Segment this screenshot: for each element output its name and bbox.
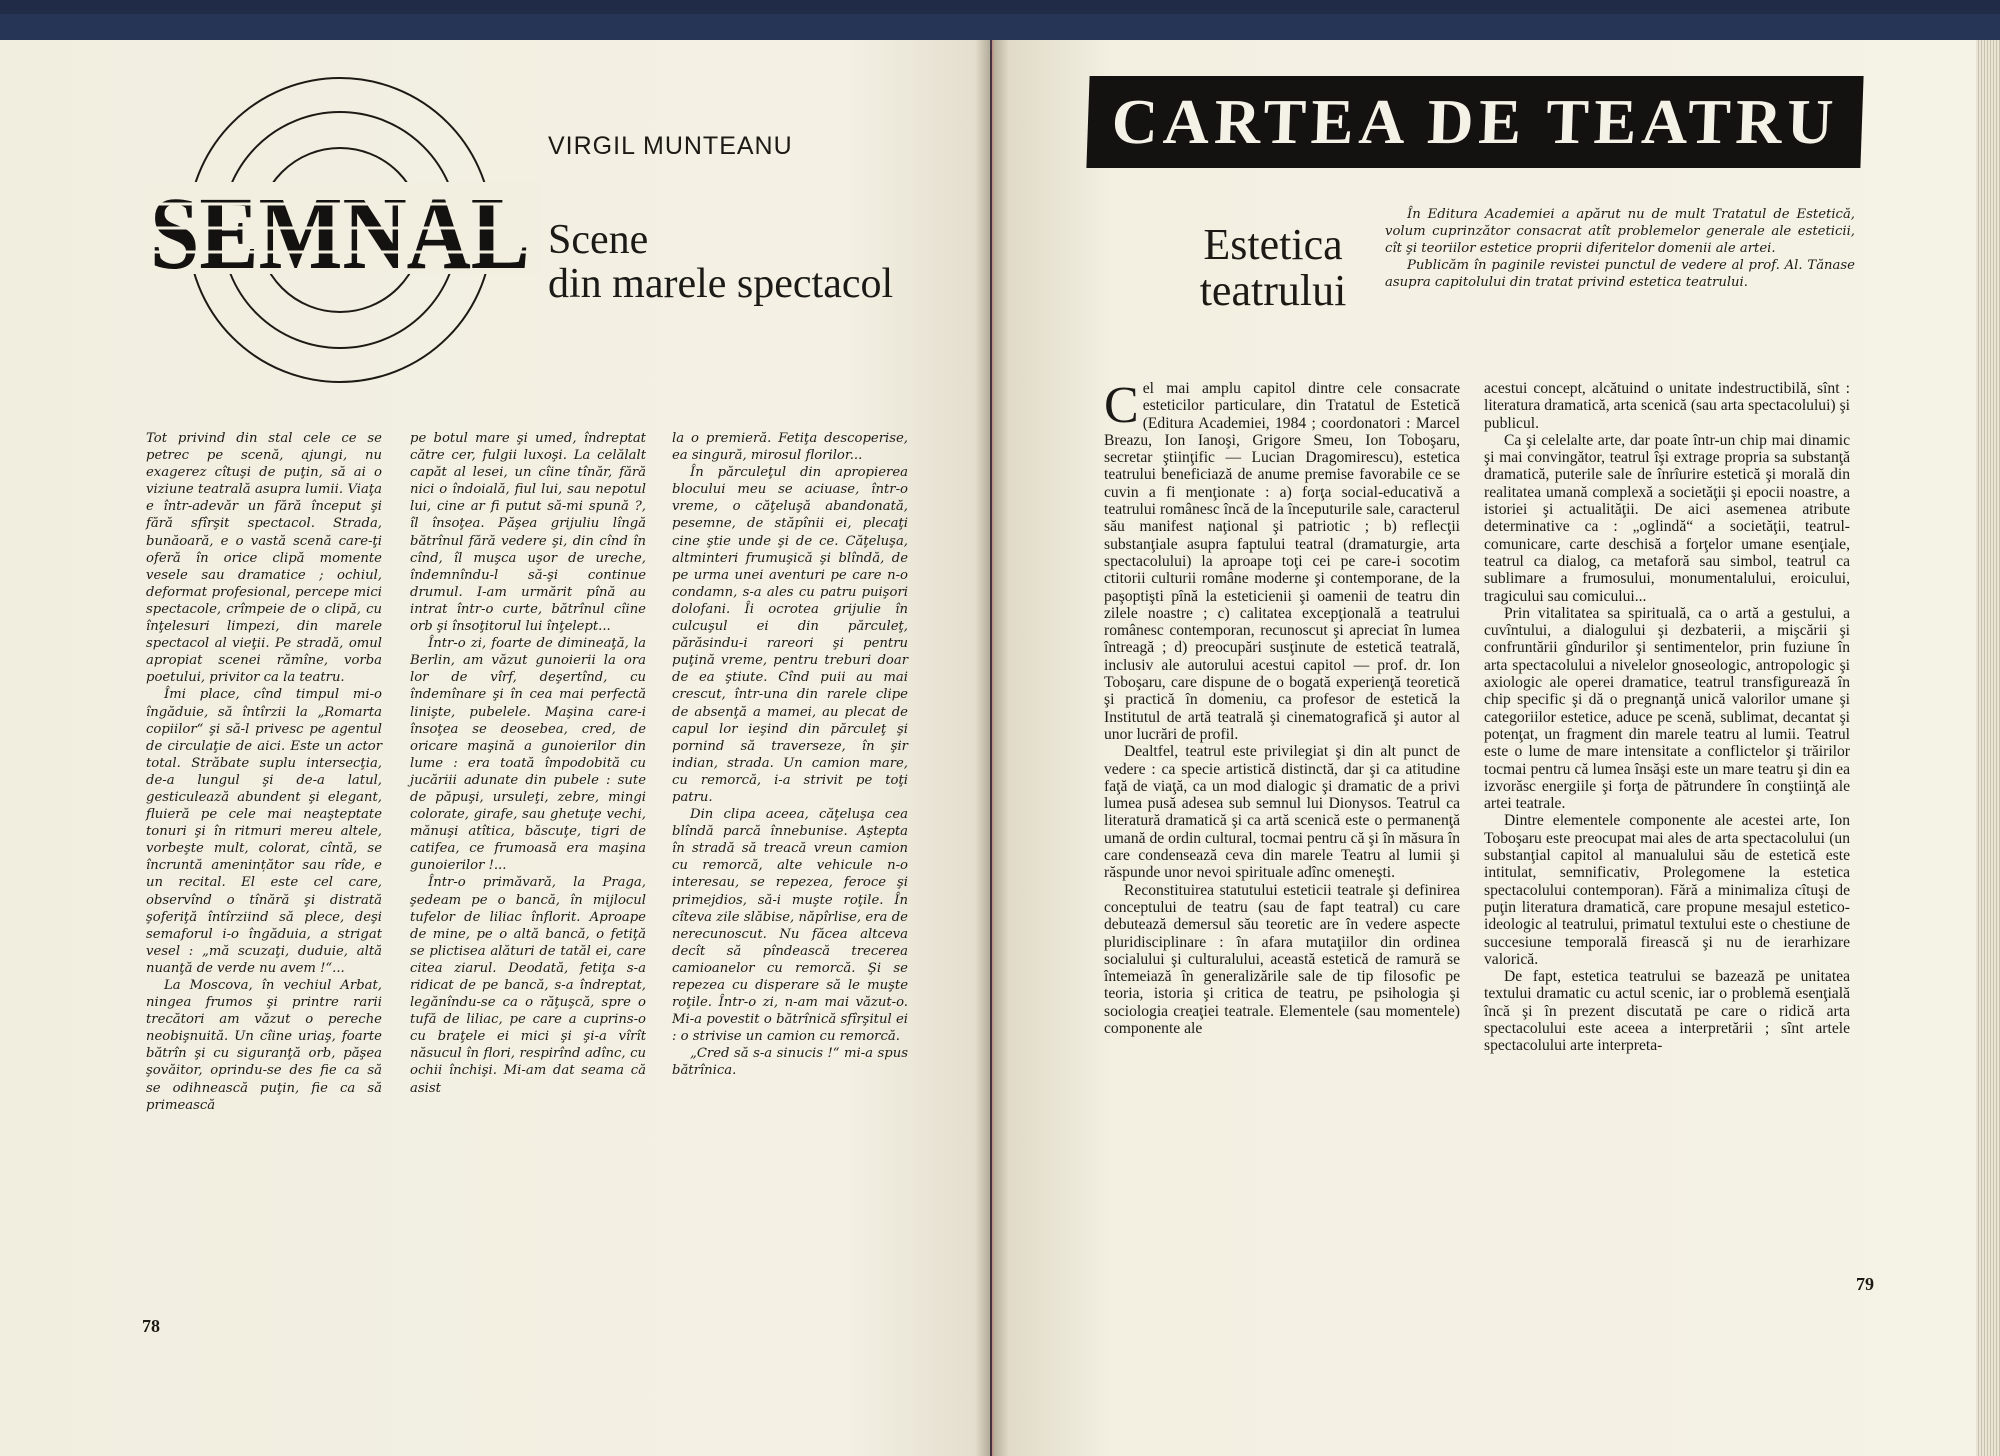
left-column-3 xyxy=(672,430,908,1080)
paragraph: acestui concept, alcătuind o unitate indestructibilă, sînt : literatura dramatică, arta scenică (sau arta spectacolului) şi publicul. xyxy=(1484,380,1850,432)
paragraph: „Cred să s-a sinucis !“ mi-a spus bătrînica. xyxy=(672,1046,908,1079)
paragraph: La Moscova, în vechiul Arbat, ningea frumos şi printre rarii trecători am văzut o pereche neobişnuită. Un cîine uriaş, foarte bătrîn şi cu siguranţă orb, păşea şovăitor, oprindu-se des fie ca să se odihnească puţin, fie ca să primească xyxy=(146,978,382,1113)
right-column-1 xyxy=(1104,377,1460,1037)
right-page xyxy=(992,40,2000,1456)
paragraph: pe botul mare şi umed, îndreptat către cer, fulgii luxoşi. La celălalt capăt al lesei, un cîine tînăr, fără nici o îndoială, fiul lui, sau nepotul lui, cine ar fi putut să-mi spună ?, îl însoţea. Păşea grijuliu lîngă bătrînul fără vedere şi, din cînd în cînd, îl muşca uşor de ureche, îndemnîndu-l să-şi continue drumul. I-am urmărit pînă au intrat într-o curte, bătrînul cîine orb şi însoţitorul lui înţelept... xyxy=(410,431,646,635)
subtitle-line-1: Scene xyxy=(548,217,649,263)
subtitle-line-2: din marele spectacol xyxy=(548,261,894,307)
paragraph: la o premieră. Fetiţa descoperise, ea singură, mirosul florilor... xyxy=(672,431,908,464)
paragraph: În părculeţul din apropierea blocului meu se aciuase, într-o vreme, o căţeluşă abandonată, pesemne, de stăpînii ei, plecaţi cine ştie unde şi de ce. Căţeluşa, altminteri frumuşică şi blîndă, de pe urma unei aventuri pe care n-o condamn, s-a ales cu patru puişori dolofani. Îi ocrotea grijulie în culcuşul ei din părculeţ, părăsindu-i rareori şi pentru puţină vreme, pentru treburi doar de ea ştiute. Cînd puii au mai crescut, într-una din rarele clipe de absenţă a mamei, au plecat de capul lor ieşind din părculeţ şi pornind să traverseze, în şir indian, strada. Un camion mare, cu remorcă, i-a strivit pe toţi patru. xyxy=(672,465,908,805)
paragraph: Prin vitalitatea sa spirituală, ca o artă a gestului, a cuvîntului, a dialogului şi dezbaterii, a mişcării şi confruntării gîndurilor şi sentimentelor, prin fuziune în arta spectacolului a nivelelor gnoseologic, antropologic şi axiologic ale operei dramatice, teatrul transfigurează în chip specific şi dă o pregnanţă unică valorilor umane şi categoriilor estetice, aduce pe scenă, sublimat, decantat şi potenţat, un fragment din marele teatru al lumii. Teatrul este o lume de mare intensitate a conflictelor şi trăirilor tocmai pentru că lumea însăşi este un mare teatru şi din ea izvorăsc energiile şi forţa de pătrundere în conştiinţă ale artei teatrale. xyxy=(1484,604,1850,813)
paragraph: Îmi place, cînd timpul mi-o îngăduie, să întîrzii la „Romarta copiilor“ şi să-l privesc pe agentul de circulaţie de aici. Este un actor total. Străbate suplu intersecţia, de-a lungul şi de-a latul, gesticulează abundent şi elegant, fluieră pe cele mai neaşteptate tonuri şi în ritmuri mereu altele, vorbeşte mult, colorat, cîntă, se încruntă amenințător sau rîde, e un recital. El este cel care, observînd o tînără şi distrată şoferiţă întîrziind să plece, deşi semaforul i-o îngăduia, a strigat vesel : „mă scuzaţi, duduie, altă nuanţă de verde nu avem !“... xyxy=(146,687,382,976)
paragraph-text: el mai amplu capitol dintre cele consacrate esteticilor particulare, din Tratatul de Estetică (Editura Academiei, 1984 ; coordonatori : Marcel Breazu, Ion Ianoşi, Grigore Smeu, Ion Toboşaru, secretar ştiinţific — Lucian Dragomirescu), estetica teatrului beneficiază de anume premise favorabile ce se cuvin a fi menţionate : a) forţa social-educativă a teatrului românesc încă de la începuturile sale, caracterul său manifest naţional şi patriotic ; b) reflecţii substanţiale asupra faptului teatral (dramaturgie, arta spectacolului) la aproape toţi cei pe care-i socotim ctitorii culturii române moderne şi contemporane, de la paşoptişti pînă la esteticienii şi oamenii de teatru din zilele noastre ; c) calitatea excepţională a teatrului românesc contemporan, recunoscut şi apreciat în lumea întreagă ; d) preocupări susţinute de estetică teatrală, inclusiv ale autorului acestui capitol — prof. dr. Ion Toboşaru, care dispune de o bogată experienţă teoretică şi practică în domeniu, ca profesor de estetică la Institutul de artă teatrală şi cinematografică şi autor al unor lucrări de profil. xyxy=(1104,380,1460,743)
paragraph: Din clipa aceea, căţeluşa cea blîndă parcă înnebunise. Aştepta în stradă să treacă vreun camion cu remorcă, alte vehicule n-o interesau, se repezea, feroce şi primejdios, să-i muşte roţile. În cîteva zile slăbise, năpîrlise, era de nerecunoscut. Nu făcea altceva decît să pîndească trecerea camioanelor cu remorcă. Şi se repezea cu disperare să le muşte roţile. Într-o zi, n-am mai văzut-o. Mi-a povestit o bătrînică sfîrşitul ei : o strivise un camion cu remorcă. xyxy=(672,807,908,1045)
section-banner: CARTEA DE TEATRU xyxy=(1086,76,1863,168)
left-column-2 xyxy=(410,430,646,1097)
article-intro xyxy=(1385,206,1855,291)
intro-paragraph: În Editura Academiei a apărut nu de mult Tratatul de Estetică, volum cuprinzător consacrat atît problemelor generale ale esteticii, cît şi teoriilor estetice proprii diferitelor domenii ale artei. xyxy=(1385,207,1855,256)
paragraph: De fapt, estetica teatrului se bazează pe unitatea textului dramatic cu actul scenic, iar o problemă esenţială încă şi în prezent discutată pe care o ridică arta spectacolului este aceea a interpretării ; sînt artele spectacolului arte interpreta- xyxy=(1484,968,1850,1055)
paragraph: Tot privind din stal cele ce se petrec pe scenă, ajungi, nu exagerez cîtuşi de puţin, să ai o viziune teatrală asupra lumii. Viaţa e într-adevăr un fără început şi fără sfîrşit spectacol. Strada, bunăoară, e o vastă scenă care-ţi oferă în orice clipă momente vesele sau dramatice ; ochiul, deformat profesional, percepe mici spectacole, crîmpeie de o clipă, cu înţelesuri limpezi, din marele spectacol al vieţii. Pe stradă, omul apropiat scenei rămîne, vorba poetului, privitor ca la teatru. xyxy=(146,431,382,686)
author-name: VIRGIL MUNTEANU xyxy=(548,132,793,160)
left-page xyxy=(0,40,990,1456)
paragraph: Dintre elementele componente ale acestei arte, Ion Toboşaru este preocupat mai ales de arta spectacolului (un substanţial capitol al manualului său de estetică este intitulat, semnificativ, Prolegomene la estetica spectacolului contemporan). Fără a minimaliza cîtuşi de puţin literatura dramatică, care propune mesajul estetico-ideologic al teatrului, primatul textului este o chestiune de succesiune temporală firească şi nu de ierarhizare valorică. xyxy=(1484,812,1850,968)
page-number-left: 78 xyxy=(142,1316,160,1336)
paragraph: Reconstituirea statutului esteticii teatrale şi definirea conceptului de teatru (sau de fapt teatral) cu care debutează demersul său teoretic are în vedere aspecte pluridisciplinare : în afara mutaţiilor din ordinea socialului şi culturalului, această estetică de ramură se întemeiază în generalizările sale de tip filosofic pe teoria, istoria şi critica de teatru, pe psihologia şi sociologia creaţiei teatrale. Elementele (sau momentele) componente ale xyxy=(1104,881,1460,1037)
paragraph: Ca şi celelalte arte, dar poate într-un chip mai dinamic şi mai convingător, teatrul îşi extrage propria sa substanţă dramatică, puterile sale de înrîurire estetică şi morală din realitatea umană complexă a societăţii şi epocii noastre, a istoriei şi actualităţii. De aici asemenea atribute determinative ca : „oglindă“ a societăţii, teatrul-comunicare, carte deschisă a forţelor umane esenţiale, teatrul ca dialog, ca metaforă sau simbol, teatrul ca sublimare a frumosului, monumentalului, eroicului, tragicului sau comicului... xyxy=(1484,431,1850,605)
article-title-line-2: teatrului xyxy=(1199,266,1347,315)
semnal-logo xyxy=(140,70,540,390)
book-gutter xyxy=(975,40,1009,1456)
paragraph: Dealtfel, teatrul este privilegiat şi din alt punct de vedere : ca specie artistică distinctă, dar şi ca atitudine faţă de viaţă, ca un mod dialogic şi dramatic de a privi lumea pusă adesea sub semnul lui Dionysos. Teatrul ca literatură dramatică şi ca artă scenică este o permanenţă umană de ordin cultural, tocmai pentru că şi în măsura în care condensează ceva din marele Teatru al lumii şi răspunde unor nevoi spirituale adînc omeneşti. xyxy=(1104,743,1460,882)
article-title xyxy=(1188,222,1358,314)
drop-cap: C xyxy=(1104,377,1139,434)
article-subtitle xyxy=(548,218,893,306)
article-title-line-1: Estetica xyxy=(1203,220,1343,269)
paragraph: Într-o primăvară, la Praga, şedeam pe o bancă, în mijlocul tufelor de liliac înflorit. Aproape de mine, pe o altă bancă, o fetiţă se plictisea alături de tatăl ei, care citea ziarul. Deodată, fetiţa s-a ridicat de pe bancă, s-a îndreptat, legănîndu-se ca o răţuşcă, spre o tufă de liliac, pe care a cuprins-o cu braţele ei mici şi şi-a vîrît năsucul în flori, respirînd adînc, cu ochii închişi. Mi-am dat seama că asist xyxy=(410,875,646,1096)
paragraph-with-dropcap xyxy=(1104,377,1460,743)
logo-text: SEMNAL xyxy=(150,176,530,291)
intro-paragraph: Publicăm în paginile revistei punctul de vedere al prof. Al. Tănase asupra capitolului din tratat privind estetica teatrului. xyxy=(1385,258,1855,290)
paragraph: Într-o zi, foarte de dimineaţă, la Berlin, am văzut gunoierii la ora lor de vîrf, deşertînd, cu îndemînare şi în cea mai perfectă linişte, pubelele. Maşina care-i însoţea se deosebea, cred, de oricare maşină a gunoierilor din lume : era toată împodobită cu jucăriii adunate din pubele : sute de păpuşi, ursuleţi, zebre, mingi colorate, girafe, sau ghetuţe vechi, mănuşi atîtica, băscuţe, tigri de catifea, ce frumoasă era maşina gunoierilor !... xyxy=(410,636,646,874)
page-number-right: 79 xyxy=(1856,1274,1874,1294)
page-stack-edge xyxy=(1976,40,2000,1456)
left-column-1 xyxy=(146,430,382,1114)
right-column-2 xyxy=(1484,380,1850,1055)
